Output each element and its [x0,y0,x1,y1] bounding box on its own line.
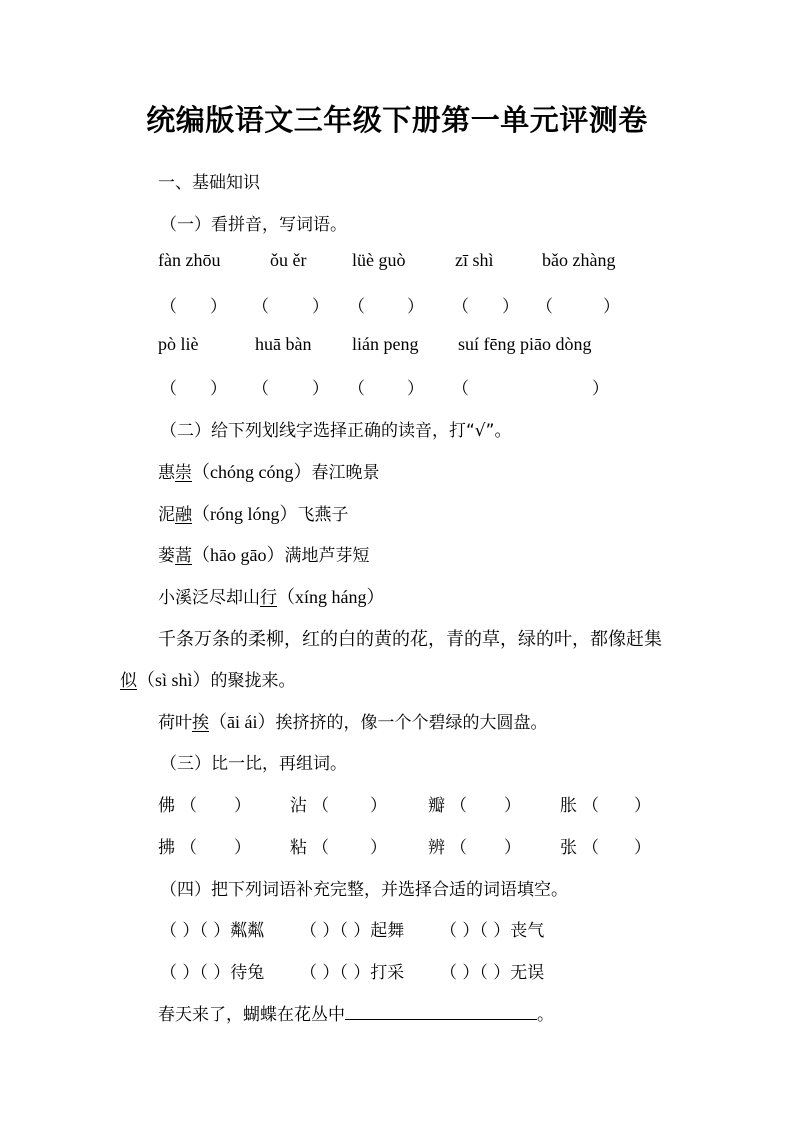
compare-char: 粘 [290,838,307,858]
idiom-item: （ ）（ ）起舞 [300,921,405,941]
answer-bracket-open: （ [348,379,365,399]
pronunciation-item: 惠崇（chóng cóng）春江晚景 [158,462,380,483]
answer-bracket-close: ） [592,379,609,399]
pinyin-item: lián peng [352,334,419,354]
answer-bracket-open: （ [452,379,469,399]
answer-bracket-open: （ [312,838,329,858]
answer-bracket-open: （ [452,297,469,317]
answer-bracket-open: （ [160,379,177,399]
part2-heading: （二）给下列划线字选择正确的读音，打“√”。 [160,421,512,441]
answer-bracket-close: ） [407,379,424,399]
compare-char: 拂 [158,838,175,858]
pinyin-item: suí fēng piāo dòng [458,334,592,354]
part3-heading: （三）比一比，再组词。 [160,754,347,774]
compare-char: 佛 [158,796,175,816]
answer-bracket-close: ） [407,297,424,317]
idiom-item: （ ）（ ）无误 [440,963,545,983]
answer-bracket-close: ） [502,297,519,317]
answer-bracket-open: （ [582,796,599,816]
answer-bracket-open: （ [450,796,467,816]
answer-bracket-close: ） [603,297,620,317]
pronunciation-item: 小溪泛尽却山行（xíng háng） [158,587,385,608]
pinyin-item: pò liè [158,334,199,354]
compare-char: 张 [560,838,577,858]
answer-bracket-close: ） [370,838,387,858]
section-heading: 一、基础知识 [158,173,260,193]
compare-char: 瓣 [428,796,445,816]
pinyin-item: bǎo zhàng [542,250,616,270]
passage-line: 似（sì shì）的聚拢来。 [120,670,296,691]
answer-bracket-close: ） [234,838,251,858]
idiom-item: （ ）（ ）打采 [300,963,405,983]
pinyin-item: lüè guò [352,250,406,270]
answer-bracket-open: （ [252,379,269,399]
answer-bracket-open: （ [450,838,467,858]
answer-bracket-open: （ [312,796,329,816]
idiom-item: （ ）（ ）粼粼 [160,921,265,941]
pinyin-item: zī shì [455,250,494,270]
answer-bracket-open: （ [348,297,365,317]
idiom-item: （ ）（ ）待兔 [160,963,265,983]
compare-char: 辨 [428,838,445,858]
passage-line: 千条万条的柔柳，红的白的黄的花，青的草，绿的叶，都像赶集 [158,629,662,650]
answer-bracket-close: ） [312,379,329,399]
pinyin-item: fàn zhōu [158,250,221,270]
pinyin-item: ǒu ěr [270,250,307,270]
answer-bracket-open: （ [180,838,197,858]
answer-bracket-close: ） [634,796,651,816]
idiom-item: （ ）（ ）丧气 [440,921,545,941]
answer-bracket-close: ） [504,796,521,816]
answer-bracket-open: （ [180,796,197,816]
pinyin-item: huā bàn [255,334,312,354]
page-title: 统编版语文三年级下册第一单元评测卷 [146,103,648,137]
answer-bracket-close: ） [210,379,227,399]
passage-line: 荷叶挨（āi ái）挨挤挤的，像一个个碧绿的大圆盘。 [158,712,548,733]
answer-bracket-open: （ [160,297,177,317]
answer-bracket-open: （ [582,838,599,858]
answer-bracket-close: ） [210,297,227,317]
answer-bracket-close: ） [312,297,329,317]
compare-char: 沾 [290,796,307,816]
pronunciation-item: 泥融（róng lóng）飞燕子 [158,504,349,525]
pronunciation-item: 蒌蒿（hāo gāo）满地芦芽短 [158,545,370,566]
fill-sentence: 春天来了，蝴蝶在花丛中 。 [158,1005,554,1025]
answer-bracket-close: ） [234,796,251,816]
answer-bracket-close: ） [370,796,387,816]
fill-blank-line[interactable] [345,1005,537,1020]
answer-bracket-close: ） [504,838,521,858]
compare-char: 胀 [560,796,577,816]
answer-bracket-close: ） [634,838,651,858]
answer-bracket-open: （ [252,297,269,317]
part4-heading: （四）把下列词语补充完整，并选择合适的词语填空。 [160,880,568,900]
part1-heading: （一）看拼音，写词语。 [160,215,347,235]
answer-bracket-open: （ [536,297,553,317]
